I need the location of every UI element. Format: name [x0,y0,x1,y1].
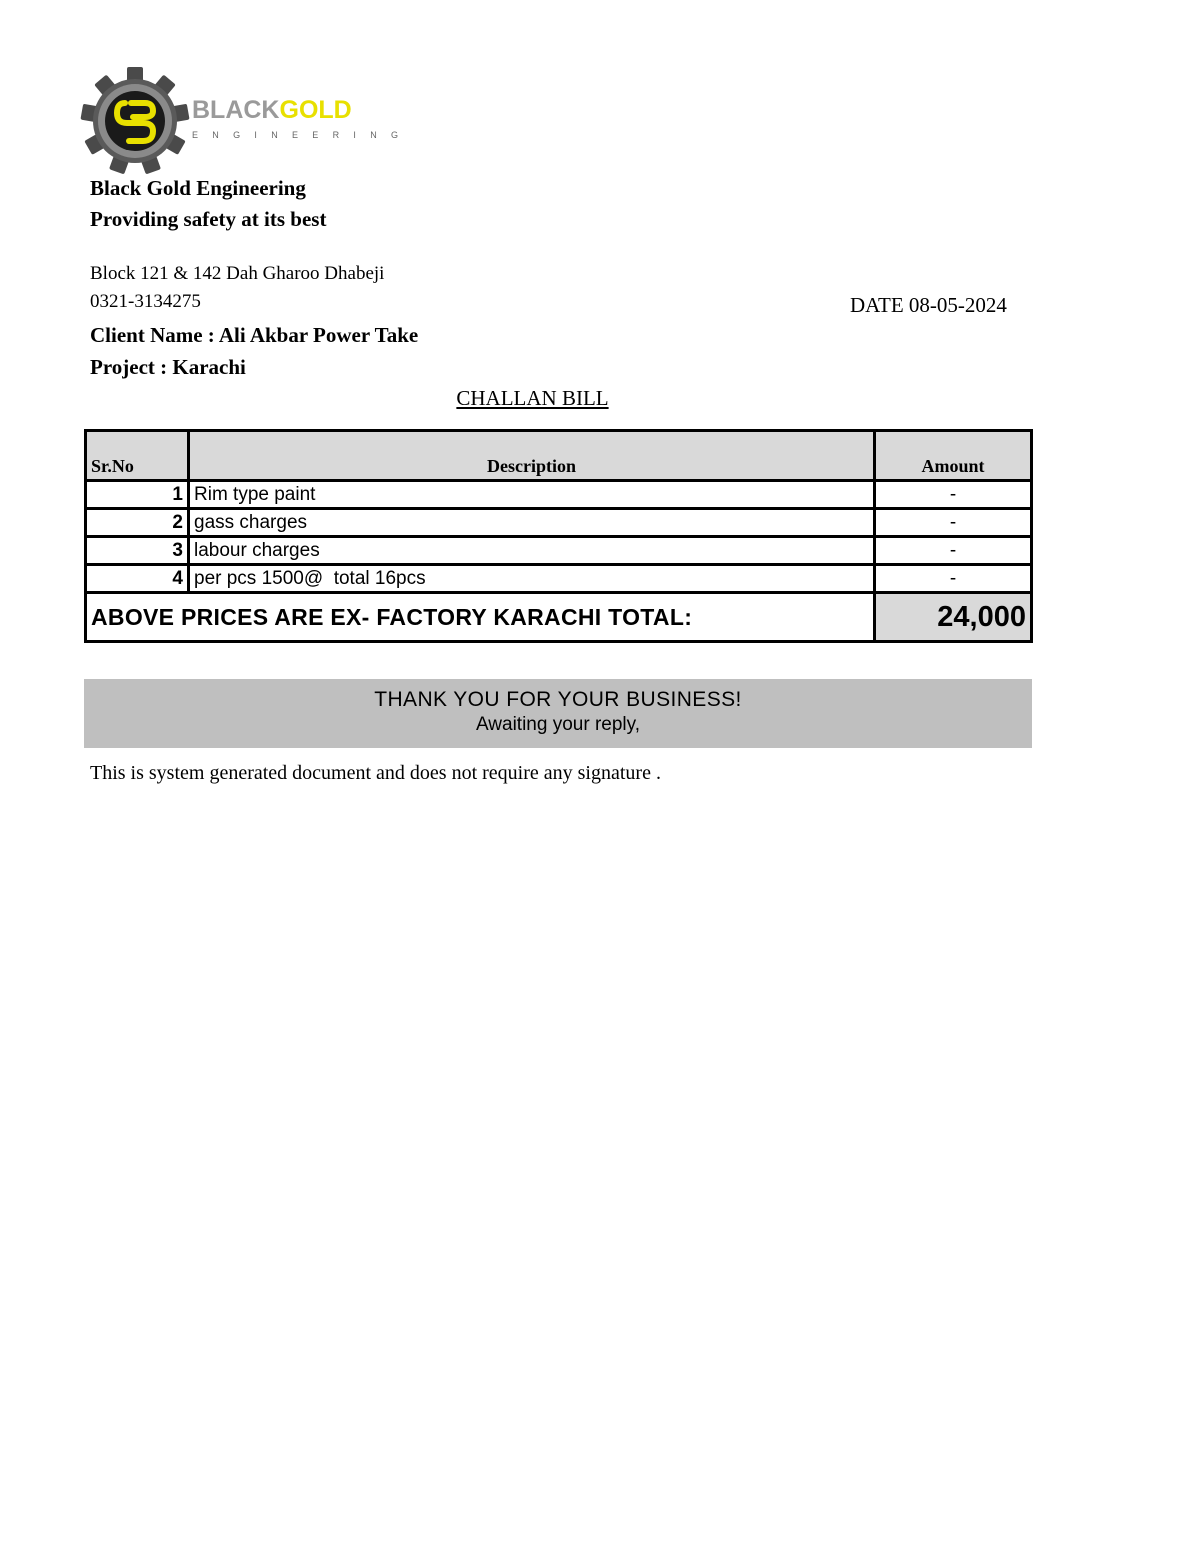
row-amount: - [875,565,1032,593]
table-row [86,565,1032,593]
client-name: Client Name : Ali Akbar Power Take [90,323,419,347]
logo-word-black: BLACK [192,96,280,124]
company-tagline: Providing safety at its best [90,207,327,231]
table-row [86,537,1032,565]
thank-you-text: THANK YOU FOR YOUR BUSINESS! [374,688,742,711]
row-srno: 1 [86,481,189,509]
column-header-description: Description [189,431,875,481]
thank-you-banner [84,679,1032,748]
row-srno: 2 [86,509,189,537]
table-row [86,509,1032,537]
company-address: Block 121 & 142 Dah Gharoo Dhabeji [90,263,385,284]
document-date: DATE 08-05-2024 [850,293,1007,317]
column-header-amount: Amount [875,431,1032,481]
row-description: Rim type paint [189,481,875,509]
company-phone: 0321-3134275 [90,291,201,312]
row-description: per pcs 1500@ total 16pcs [189,565,875,593]
row-srno: 4 [86,565,189,593]
items-table [84,429,1033,643]
logo-subtitle: ENGINEERING [192,130,413,140]
logo-word-gold: GOLD [279,96,352,124]
logo-wordmark [192,96,352,125]
project-name: Project : Karachi [90,355,246,379]
company-name: Black Gold Engineering [90,176,306,200]
total-label: ABOVE PRICES ARE EX- FACTORY KARACHI TOTAL: [86,593,875,642]
table-row [86,481,1032,509]
row-description: gass charges [189,509,875,537]
row-amount: - [875,537,1032,565]
signature-note: This is system generated document and does not require any signature . [90,762,661,784]
row-amount: - [875,509,1032,537]
row-amount: - [875,481,1032,509]
reply-text: Awaiting your reply, [475,714,641,735]
column-header-srno: Sr.No [86,431,189,481]
row-description: labour charges [189,537,875,565]
row-srno: 3 [86,537,189,565]
table-header-row [86,431,1032,481]
company-logo [80,66,413,176]
total-value: 24,000 [875,593,1032,642]
gear-icon [80,66,190,176]
page-title: CHALLAN BILL [456,386,609,410]
total-row [86,593,1032,642]
